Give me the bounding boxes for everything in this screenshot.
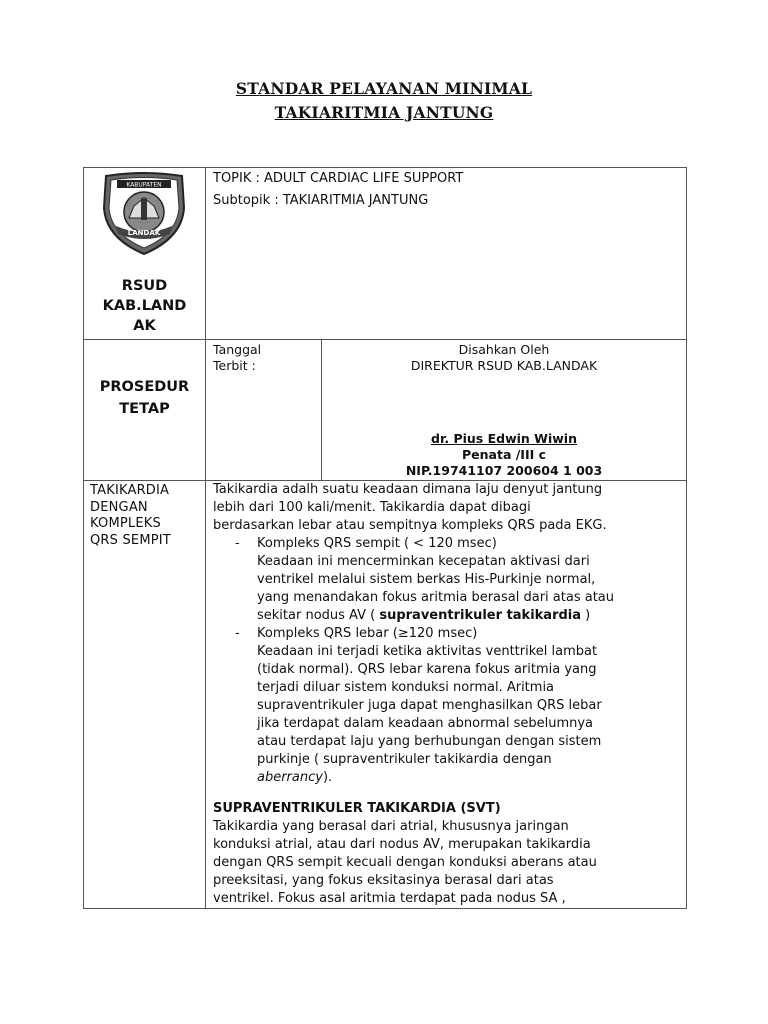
paragraph-line: Takikardia yang berasal dari atrial, khususnya jaringan [213, 819, 569, 834]
procedure-line1: PROSEDUR [99, 379, 190, 395]
section-line4: QRS SEMPIT [90, 532, 171, 548]
svg-text:LANDAK: LANDAK [127, 229, 161, 237]
bullet-dash: - [235, 536, 240, 551]
section-line3: KOMPLEKS [90, 516, 161, 531]
paragraph-line: lebih dari 100 kali/menit. Takikardia dapat dibagi [213, 500, 531, 515]
bullet-narrow-qrs [213, 535, 678, 553]
regency-crest-icon [84, 168, 205, 260]
signer-nip: NIP.19741107 200604 1 003 [405, 463, 603, 478]
paragraph-line: terjadi diluar sistem konduksi normal. Aritmia [257, 680, 555, 695]
content-cell [206, 481, 687, 909]
director-title: DIREKTUR RSUD KAB.LANDAK [410, 358, 598, 373]
sop-table [83, 167, 687, 909]
section-line2: DENGAN [90, 499, 148, 515]
procedure-cell [84, 340, 206, 481]
paragraph-line: ventrikel melalui sistem berkas His-Purkinje normal, [257, 572, 596, 587]
bullet-dash: - [235, 626, 240, 641]
topic-cell [206, 168, 687, 340]
bullet-title: Kompleks QRS lebar (≥120 msec) [257, 626, 478, 641]
section-line1: TAKIKARDIA [90, 483, 170, 498]
svt-heading: SUPRAVENTRIKULER TAKIKARDIA (SVT) [213, 801, 501, 816]
bullet-wide-qrs [213, 625, 678, 643]
signer-rank: Penata /III c [462, 447, 547, 462]
hospital-cell [84, 168, 206, 340]
issue-date-cell [206, 340, 322, 481]
paragraph-line: preeksitasi, yang fokus eksitasinya berasal dari atas [213, 873, 554, 888]
paragraph-line: purkinje ( supraventrikuler takikardia dengan [257, 752, 552, 767]
paragraph-line: supraventrikuler juga dapat menghasilkan QRS lebar [257, 698, 602, 713]
paragraph-line: Keadaan ini mencerminkan kecepatan aktivasi dari [257, 554, 590, 569]
paragraph-line: sekitar nodus AV ( supraventrikuler takikardia ) [257, 608, 591, 623]
bullet-title: Kompleks QRS sempit ( < 120 msec) [257, 536, 497, 551]
svg-text:KABUPATEN: KABUPATEN [126, 181, 162, 189]
content-row [84, 481, 687, 909]
approval-row [84, 340, 687, 481]
italic-term: aberrancy [257, 770, 323, 785]
document-title-line2: TAKIARITMIA JANTUNG [274, 103, 494, 122]
paragraph-line: aberrancy). [257, 770, 333, 785]
hospital-name-line1: RSUD [121, 278, 168, 294]
paragraph-line: Keadaan ini terjadi ketika aktivitas venttrikel lambat [257, 644, 598, 659]
paragraph-line: Takikardia adalh suatu keadaan dimana laju denyut jantung [213, 482, 603, 497]
procedure-line2: TETAP [119, 401, 170, 417]
hospital-name-line3: AK [133, 318, 156, 334]
approved-by-label: Disahkan Oleh [458, 342, 550, 357]
approval-cell [322, 340, 687, 481]
issue-date-line1: Tanggal [213, 342, 262, 357]
paragraph-line: berdasarkan lebar atau sempitnya kompleks QRS pada EKG. [213, 518, 607, 533]
header-row [84, 168, 687, 340]
paragraph-line: atau terdapat laju yang berhubungan dengan sistem [257, 734, 602, 749]
signer-name: dr. Pius Edwin Wiwin [431, 431, 577, 446]
paragraph-line: konduksi atrial, atau dari nodus AV, merupakan takikardia [213, 837, 591, 852]
content-body [206, 481, 686, 908]
bold-term: supraventrikuler takikardia [379, 608, 582, 623]
hospital-name-line2: KAB.LAND [102, 298, 187, 314]
topic-text: TOPIK : ADULT CARDIAC LIFE SUPPORT [213, 171, 464, 186]
section-label-cell [84, 481, 206, 909]
paragraph-line: jika terdapat dalam keadaan abnormal sebelumnya [257, 716, 594, 731]
issue-date-line2: Terbit : [213, 358, 256, 373]
paragraph-line: (tidak normal). QRS lebar karena fokus aritmia yang [257, 662, 597, 677]
paragraph-line: ventrikel. Fokus asal aritmia terdapat pada nodus SA , [213, 891, 566, 906]
paragraph-line: yang menandakan fokus aritmia berasal dari atas atau [257, 590, 614, 605]
document-title-line1: STANDAR PELAYANAN MINIMAL [235, 79, 533, 98]
subtopic-text: Subtopik : TAKIARITMIA JANTUNG [213, 193, 429, 208]
paragraph-line: dengan QRS sempit kecuali dengan konduksi aberans atau [213, 855, 597, 870]
